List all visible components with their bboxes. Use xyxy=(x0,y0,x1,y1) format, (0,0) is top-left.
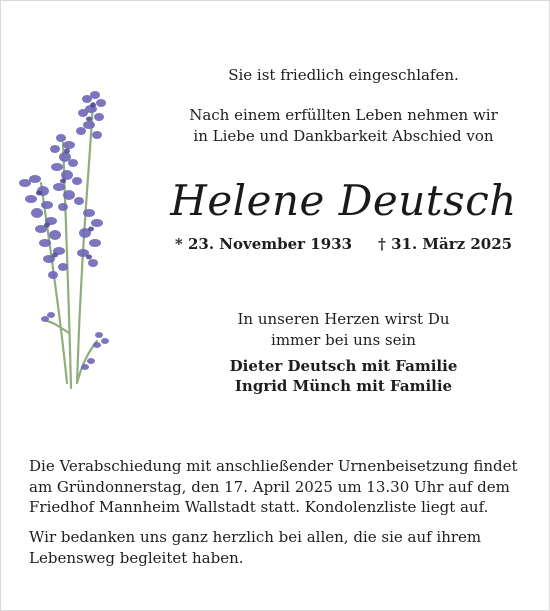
birth-date: * 23. November 1933 xyxy=(174,235,353,253)
funeral-line-1: Die Verabschiedung mit anschließender Urnenbeisetzung findet xyxy=(29,457,518,475)
thanks-line-2: Lebensweg begleitet haben. xyxy=(29,548,244,567)
lavender-sprig-icon xyxy=(11,83,123,393)
memorial-quote xyxy=(141,309,546,351)
mourner-2: Ingrid Münch mit Familie xyxy=(234,377,453,395)
intro-line-3: in Liebe und Dankbarkeit Abschied von xyxy=(193,127,494,145)
funeral-line-2: am Gründonnerstag, den 17. April 2025 um 13.30 Uhr auf dem xyxy=(29,477,510,496)
deceased-name: Helene Deutsch xyxy=(170,176,517,225)
intro-sentence xyxy=(141,65,546,86)
funeral-line-3: Friedhof Mannheim Wallstadt statt. Kondolenzliste liegt auf. xyxy=(29,498,489,516)
intro-line-2: Nach einem erfüllten Leben nehmen wir xyxy=(189,106,498,124)
intro-line-1: Sie ist friedlich eingeschlafen. xyxy=(228,66,459,84)
quote-line-1: In unseren Herzen wirst Du xyxy=(237,310,450,328)
mourners-list xyxy=(141,356,546,396)
death-date: † 31. März 2025 xyxy=(378,235,513,253)
quote-line-2: immer bei uns sein xyxy=(271,331,416,349)
farewell-text xyxy=(141,105,546,147)
life-dates xyxy=(141,234,546,254)
thanks-line-1: Wir bedanken uns ganz herzlich bei allen, die sie auf ihrem xyxy=(29,528,482,546)
thanks-note xyxy=(29,527,529,568)
funeral-info xyxy=(29,456,529,518)
mourner-1: Dieter Deutsch mit Familie xyxy=(229,357,458,375)
